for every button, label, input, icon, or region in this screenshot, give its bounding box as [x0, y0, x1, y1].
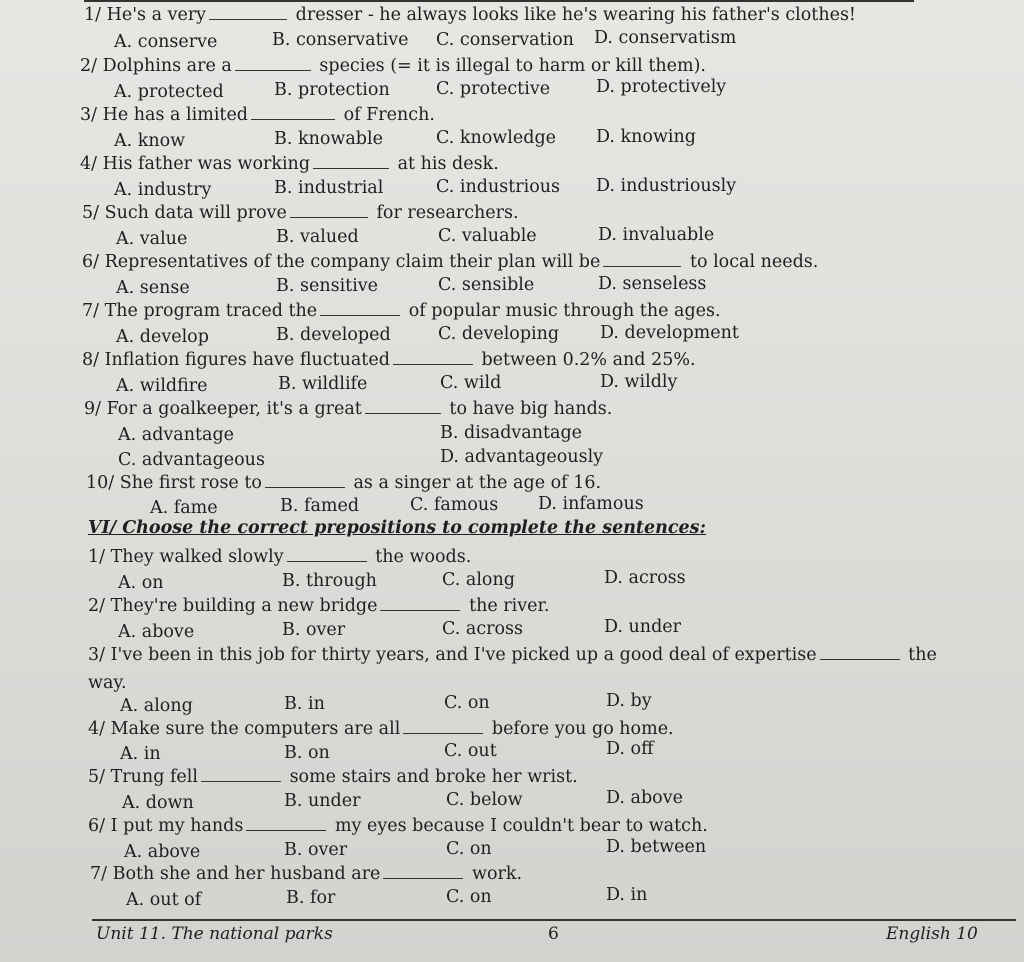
option-c: C. wild [440, 373, 502, 393]
option-c: C. along [442, 570, 515, 590]
option-b: B. over [284, 840, 348, 860]
question-row [88, 644, 1016, 666]
question-row [88, 595, 550, 617]
question-row [80, 153, 499, 175]
question-stem-end: the [908, 645, 937, 665]
option-a: A. along [120, 696, 193, 716]
option-c: C. conservation [436, 30, 574, 50]
question-row [80, 104, 435, 126]
answer-blank [320, 301, 400, 316]
answer-blank [383, 864, 463, 879]
question-stem: Trung fell [110, 767, 198, 787]
question-number: 2/ [88, 596, 106, 616]
footer-course: English 10 [886, 924, 978, 944]
option-a: A. out of [126, 890, 202, 910]
question-row [88, 718, 674, 740]
option-d: D. knowing [596, 127, 696, 147]
question-stem-end: between 0.2% and 25%. [481, 350, 696, 370]
option-a: A. above [118, 622, 195, 642]
question-stem-end: to local needs. [689, 252, 819, 272]
option-b: B. on [284, 743, 330, 763]
option-d: D. conservatism [594, 28, 737, 48]
answer-blank [201, 767, 281, 782]
option-d: D. in [606, 885, 648, 905]
option-b: B. in [284, 694, 325, 714]
option-c: C. on [446, 887, 492, 907]
option-c: C. across [442, 619, 523, 639]
question-stem: They walked slowly [110, 547, 284, 567]
option-b: B. disadvantage [440, 423, 583, 443]
answer-blank [235, 56, 311, 71]
option-d: D. invaluable [598, 225, 715, 245]
question-stem-end: to have big hands. [449, 399, 613, 419]
option-b: B. wildlife [278, 374, 368, 394]
option-d: D. off [606, 739, 654, 759]
option-b: B. knowable [274, 129, 383, 149]
question-number: 5/ [88, 767, 106, 787]
question-stem: I put my hands [110, 816, 244, 836]
question-row [80, 55, 706, 77]
option-d: D. under [604, 617, 681, 637]
question-number: 3/ [80, 105, 98, 125]
question-stem: They're building a new bridge [110, 596, 378, 616]
question-stem: Both she and her husband are [112, 864, 381, 884]
question-number: 4/ [80, 154, 98, 174]
question-stem: For a goalkeeper, it's a great [106, 399, 362, 419]
question-stem: He has a limited [102, 105, 249, 125]
option-a: A. industry [114, 180, 212, 200]
question-row [88, 546, 471, 568]
option-a: A. wildfire [116, 376, 208, 396]
answer-blank [246, 816, 326, 831]
option-a: A. above [124, 842, 201, 862]
option-a: A. protected [114, 82, 224, 102]
question-row [82, 251, 818, 273]
answer-blank [209, 5, 287, 20]
option-c: C. industrious [436, 177, 560, 197]
option-d: D. infamous [538, 494, 644, 514]
question-stem-end: before you go home. [491, 719, 674, 739]
question-stem: The program traced the [104, 301, 318, 321]
option-b: B. under [284, 791, 361, 811]
option-c: C. on [446, 839, 492, 859]
footer-rule [92, 919, 1016, 921]
question-stem: Inflation figures have fluctuated [104, 350, 390, 370]
answer-blank [365, 399, 441, 414]
question-stem: She first rose to [119, 473, 262, 493]
answer-blank [820, 645, 900, 660]
question-row [82, 349, 696, 371]
question-number: 1/ [88, 547, 106, 567]
option-a: A. value [116, 229, 188, 249]
option-d: D. by [606, 691, 652, 711]
question-number: 7/ [82, 301, 100, 321]
question-number: 3/ [88, 645, 106, 665]
option-d: D. wildly [600, 372, 678, 392]
top-rule [84, 0, 914, 2]
answer-blank [603, 252, 681, 267]
question-row [84, 4, 856, 26]
question-stem: His father was working [102, 154, 311, 174]
option-a: A. know [114, 131, 186, 151]
question-row [84, 398, 612, 420]
option-d: D. between [606, 837, 707, 857]
question-number: 7/ [90, 864, 108, 884]
option-c: C. below [446, 790, 523, 810]
option-a: A. conserve [114, 32, 218, 52]
question-number: 2/ [80, 56, 98, 76]
option-d: D. across [604, 568, 686, 588]
option-d: D. protectively [596, 77, 727, 97]
question-row [86, 472, 601, 494]
option-a: A. fame [150, 498, 218, 518]
question-stem: Dolphins are a [102, 56, 232, 76]
question-number: 8/ [82, 350, 100, 370]
option-d: D. advantageously [440, 447, 604, 467]
option-c: C. famous [410, 495, 499, 515]
answer-blank [393, 350, 473, 365]
option-b: B. sensitive [276, 276, 379, 296]
option-d: D. senseless [598, 274, 707, 294]
question-number: 5/ [82, 203, 100, 223]
section-heading: VI/ Choose the correct prepositions to complete the sentences: [88, 518, 706, 538]
question-row [90, 863, 522, 885]
option-b: B. valued [276, 227, 359, 247]
option-c: C. on [444, 693, 490, 713]
question-stem: Such data will prove [104, 203, 287, 223]
option-a: A. on [118, 573, 164, 593]
question-continuation: way. [88, 673, 127, 693]
footer-page-number: 6 [548, 924, 559, 944]
question-number: 10/ [86, 473, 115, 493]
option-d: D. industriously [596, 176, 737, 196]
option-d: D. development [600, 323, 739, 343]
option-d: D. above [606, 788, 683, 808]
question-stem: Representatives of the company claim their plan will be [104, 252, 601, 272]
question-stem-end: some stairs and broke her wrist. [289, 767, 578, 787]
answer-blank [290, 203, 368, 218]
option-c: C. protective [436, 79, 551, 99]
answer-blank [380, 596, 460, 611]
option-a: A. advantage [118, 425, 235, 445]
option-a: A. develop [116, 327, 209, 347]
question-stem-end: of popular music through the ages. [408, 301, 721, 321]
option-b: B. for [286, 888, 336, 908]
question-stem-end: species (= it is illegal to harm or kill them). [319, 56, 706, 76]
answer-blank [265, 473, 345, 488]
question-number: 6/ [82, 252, 100, 272]
question-number: 6/ [88, 816, 106, 836]
option-a: A. down [122, 793, 194, 813]
question-row [82, 300, 721, 322]
question-number: 9/ [84, 399, 102, 419]
question-stem-end: as a singer at the age of 16. [353, 473, 602, 493]
question-stem-end: dresser - he always looks like he's wearing his father's clothes! [295, 5, 856, 25]
question-row [82, 202, 519, 224]
option-b: B. through [282, 571, 377, 591]
option-c: C. out [444, 741, 497, 761]
question-stem-end: at his desk. [397, 154, 499, 174]
question-stem: I've been in this job for thirty years, and I've picked up a good deal of expertise [110, 645, 817, 665]
option-c: C. developing [438, 324, 560, 344]
answer-blank [287, 547, 367, 562]
answer-blank [313, 154, 389, 169]
option-a: A. in [120, 744, 161, 764]
option-b: B. developed [276, 325, 391, 345]
question-stem-end: for researchers. [376, 203, 519, 223]
answer-blank [403, 719, 483, 734]
question-stem-end: work. [472, 864, 523, 884]
question-row [88, 815, 708, 837]
question-stem: Make sure the computers are all [110, 719, 401, 739]
question-number: 1/ [84, 5, 102, 25]
question-stem: He's a very [106, 5, 207, 25]
question-row [88, 766, 578, 788]
question-stem-end: the woods. [375, 547, 472, 567]
answer-blank [251, 105, 335, 120]
option-c: C. sensible [438, 275, 535, 295]
option-c: C. advantageous [118, 450, 265, 470]
option-c: C. knowledge [436, 128, 556, 148]
option-b: B. protection [274, 80, 390, 100]
option-b: B. over [282, 620, 346, 640]
footer-unit-title: Unit 11. The national parks [96, 924, 333, 944]
question-stem-end: the river. [469, 596, 550, 616]
question-number: 4/ [88, 719, 106, 739]
question-stem-end: my eyes because I couldn't bear to watch. [334, 816, 708, 836]
question-stem-end: of French. [343, 105, 435, 125]
option-a: A. sense [116, 278, 190, 298]
option-c: C. valuable [438, 226, 537, 246]
option-b: B. industrial [274, 178, 384, 198]
option-b: B. conservative [272, 30, 409, 50]
option-b: B. famed [280, 496, 360, 516]
